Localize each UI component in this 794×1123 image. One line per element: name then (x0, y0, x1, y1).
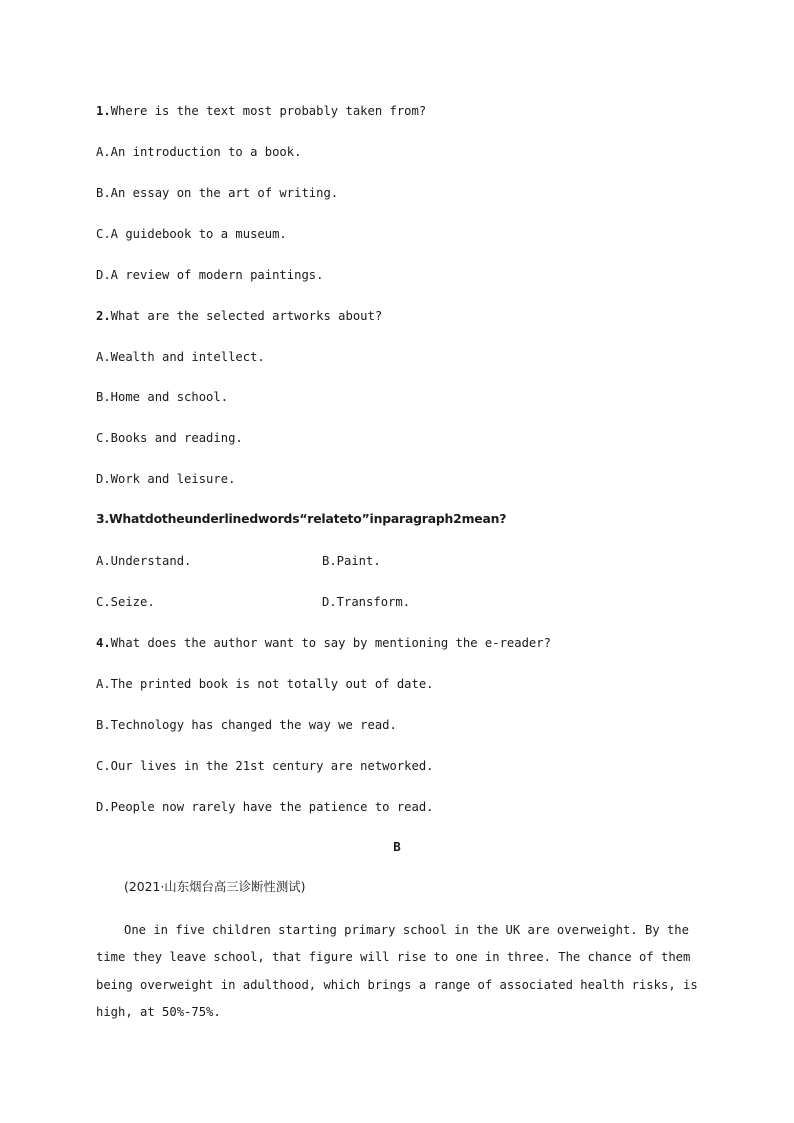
option-1c: C.A guidebook to a museum. (96, 227, 287, 241)
question-number: 2. (96, 309, 111, 323)
question-3 (96, 511, 506, 527)
question-stem: Where is the text most probably taken from? (110, 104, 427, 118)
option-3b: B.Paint. (322, 554, 381, 568)
paragraph-line: One in five children starting primary school in the UK are overweight. By the (124, 923, 689, 937)
paragraph-line: high, at 50%-75%. (96, 1005, 221, 1019)
option-4d: D.People now rarely have the patience to read. (96, 800, 434, 814)
option-3a: A.Understand. (96, 554, 192, 568)
question-number: 4. (96, 636, 111, 650)
paragraph-line: being overweight in adulthood, which brings a range of associated health risks, is (96, 978, 698, 992)
option-4b: B.Technology has changed the way we read. (96, 718, 397, 732)
option-1d: D.A review of modern paintings. (96, 268, 324, 282)
question-1 (96, 103, 426, 119)
source-citation: (2021·山东烟台高三诊断性测试) (124, 879, 306, 894)
option-3c: C.Seize. (96, 595, 155, 609)
paragraph-line: time they leave school, that figure will rise to one in three. The chance of them (96, 950, 691, 964)
option-1b: B.An essay on the art of writing. (96, 186, 339, 200)
option-2c: C.Books and reading. (96, 431, 243, 445)
question-stem: Whatdotheunderlinedwords“relateto”inparagraph2mean? (108, 511, 507, 526)
question-2 (96, 308, 382, 324)
section-heading: B (393, 839, 401, 854)
option-2b: B.Home and school. (96, 390, 229, 404)
question-stem: What does the author want to say by mentioning the e-reader? (110, 636, 551, 650)
option-4c: C.Our lives in the 21st century are networked. (96, 759, 434, 773)
option-4a: A.The printed book is not totally out of date. (96, 677, 434, 691)
option-2d: D.Work and leisure. (96, 472, 236, 486)
question-4 (96, 635, 551, 651)
option-1a: A.An introduction to a book. (96, 145, 302, 159)
option-2a: A.Wealth and intellect. (96, 350, 265, 364)
option-3d: D.Transform. (322, 595, 411, 609)
question-number: 3. (96, 511, 109, 526)
question-stem: What are the selected artworks about? (110, 309, 383, 323)
question-number: 1. (96, 104, 111, 118)
